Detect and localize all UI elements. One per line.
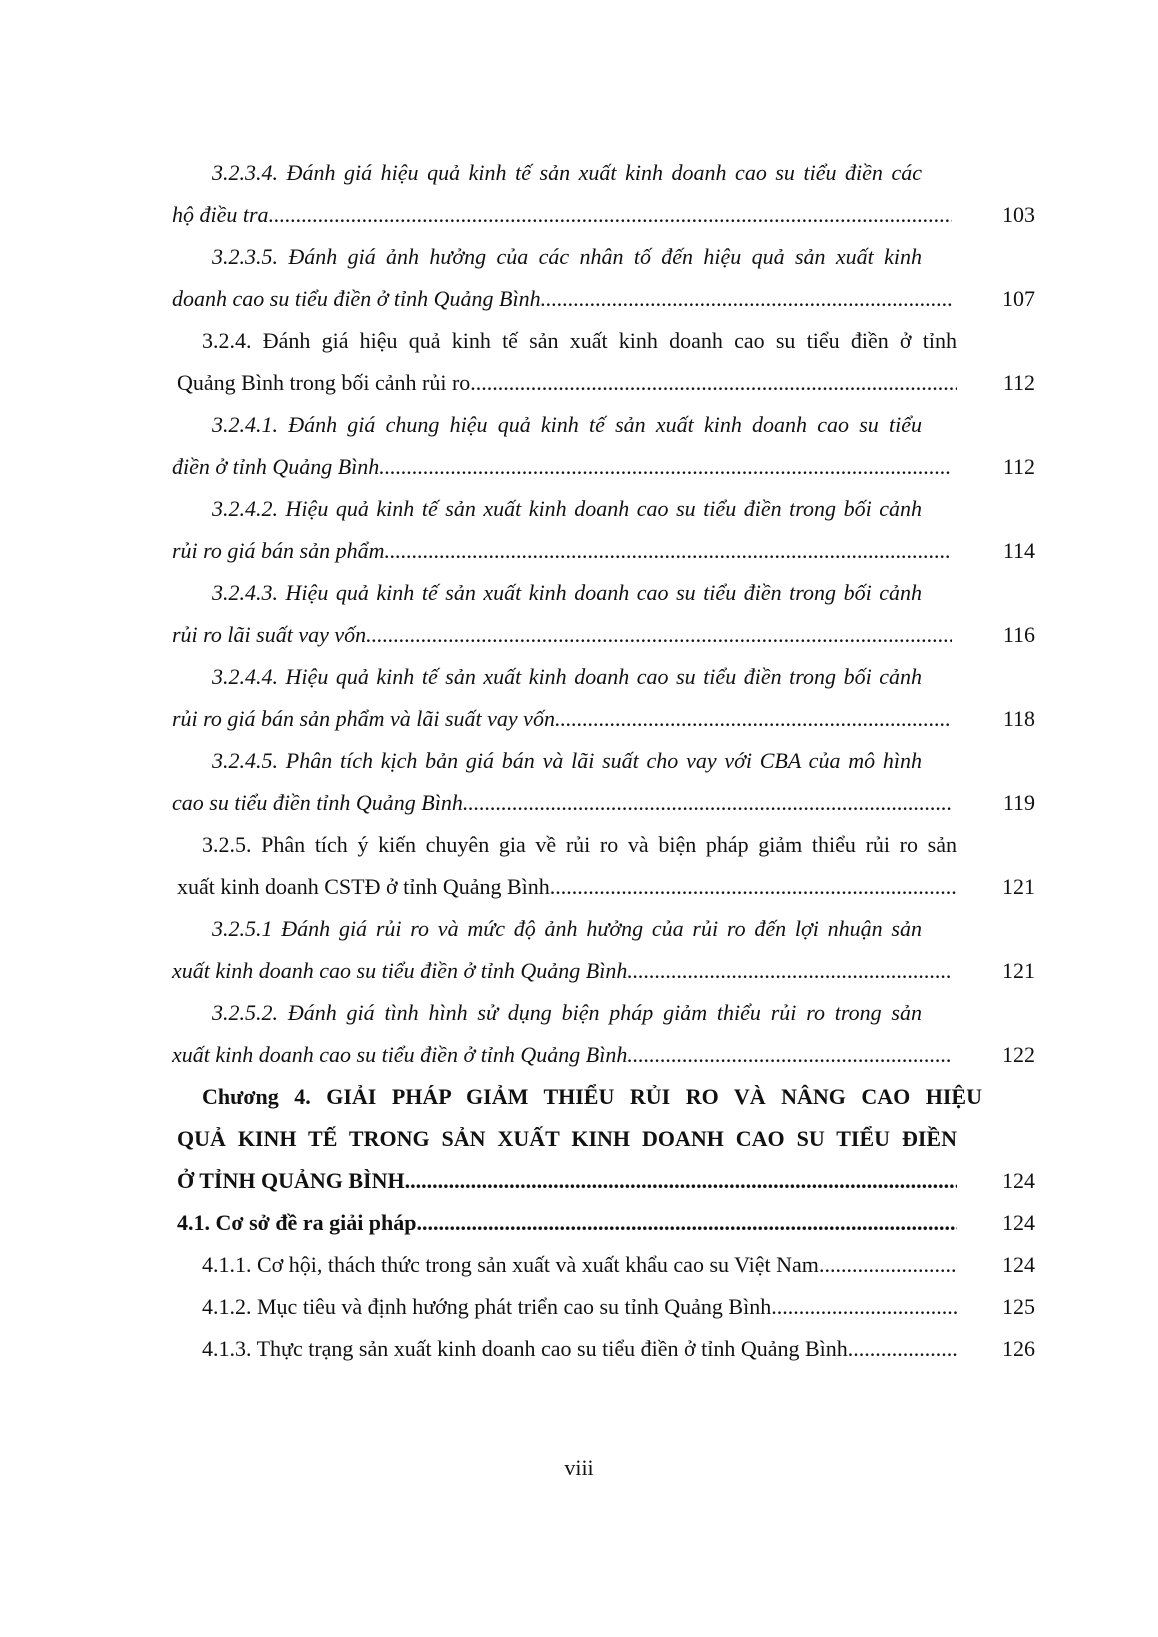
toc-entry-title: 3.2.5.2. Đánh giá tình hình sử dụng biện pháp giảm thiểu rủi ro trong sản — [212, 1000, 922, 1025]
toc-page-number: 112 — [1002, 370, 1035, 395]
toc-entry-title: 3.2.5. Phân tích ý kiến chuyên gia về rủi ro và biện pháp giảm thiểu rủi ro sản — [202, 832, 957, 857]
toc-page-number: 122 — [1002, 1042, 1035, 1067]
toc-entry-title: 3.2.5.1 Đánh giá rủi ro và mức độ ảnh hưởng của rủi ro đến lợi nhuận sản — [212, 916, 922, 941]
section-title: 4.1. Cơ sở đề ra giải pháp — [177, 1210, 417, 1235]
leader-dots — [269, 194, 952, 236]
toc-entry-title-cont: xuất kinh doanh CSTĐ ở tỉnh Quảng Bình — [177, 874, 550, 899]
leader-dots — [405, 1160, 957, 1202]
toc-entry[interactable] — [172, 488, 1158, 572]
toc-entry[interactable] — [202, 1244, 1158, 1286]
toc-entry-title-cont: Quảng Bình trong bối cảnh rủi ro — [177, 370, 471, 395]
toc-entry-title-cont: xuất kinh doanh cao su tiểu điền ở tỉnh Quảng Bình — [172, 1042, 628, 1067]
toc-entry-title: 4.1.3. Thực trạng sản xuất kinh doanh cao su tiểu điền ở tỉnh Quảng Bình — [202, 1336, 848, 1361]
toc-entry-title: 3.2.4.3. Hiệu quả kinh tế sản xuất kinh doanh cao su tiểu điền trong bối cảnh — [212, 580, 922, 605]
toc-entry-title: 3.2.3.4. Đánh giá hiệu quả kinh tế sản xuất kinh doanh cao su tiểu điền các — [212, 160, 922, 185]
leader-dots — [470, 362, 957, 404]
toc-page-number: 121 — [1002, 958, 1035, 983]
chapter-title-cont: QUẢ KINH TẾ TRONG SẢN XUẤT KINH DOANH CAO SU TIỂU ĐIỀN — [177, 1126, 957, 1151]
toc-entry[interactable] — [172, 656, 1158, 740]
toc-section-entry[interactable] — [177, 1202, 1158, 1244]
toc-page-number: 119 — [1002, 790, 1035, 815]
page-footer-number: viii — [564, 1455, 594, 1480]
leader-dots — [541, 278, 952, 320]
toc-page-number: 124 — [1002, 1210, 1035, 1235]
toc-page-number: 107 — [1002, 286, 1035, 311]
toc-entry[interactable] — [202, 1328, 1158, 1370]
toc-entry-title-cont: doanh cao su tiểu điền ở tỉnh Quảng Bình — [172, 286, 541, 311]
toc-entry[interactable] — [172, 992, 1158, 1076]
toc-entry-title: 3.2.3.5. Đánh giá ảnh hưởng của các nhân tố đến hiệu quả sản xuất kinh — [212, 244, 922, 269]
toc-page-number: 118 — [1002, 706, 1035, 731]
toc-page-number: 124 — [1002, 1168, 1035, 1193]
toc-page-number: 124 — [1002, 1252, 1035, 1277]
toc-entry[interactable] — [172, 572, 1158, 656]
toc-entry-title-cont: điền ở tỉnh Quảng Bình — [172, 454, 380, 479]
table-of-contents — [0, 152, 1158, 1370]
toc-entry-title-cont: rủi ro lãi suất vay vốn — [172, 622, 367, 647]
toc-entry[interactable] — [172, 908, 1158, 992]
toc-entry-title-cont: rủi ro giá bán sản phẩm — [172, 538, 385, 563]
toc-page-number: 112 — [1002, 454, 1035, 479]
leader-dots — [555, 698, 952, 740]
leader-dots — [463, 782, 952, 824]
toc-page-number: 121 — [1002, 874, 1035, 899]
toc-entry[interactable] — [202, 1286, 1158, 1328]
chapter-title-end: Ở TỈNH QUẢNG BÌNH — [177, 1168, 405, 1193]
toc-page-number: 103 — [1002, 202, 1035, 227]
toc-page-number: 126 — [1002, 1336, 1035, 1361]
leader-dots — [417, 1202, 957, 1244]
leader-dots — [627, 950, 952, 992]
toc-entry-title-cont: xuất kinh doanh cao su tiểu điền ở tỉnh Quảng Bình — [172, 958, 628, 983]
toc-entry-title: 3.2.4. Đánh giá hiệu quả kinh tế sản xuất kinh doanh cao su tiểu điền ở tỉnh — [202, 328, 957, 353]
toc-entry-title-cont: rủi ro giá bán sản phẩm và lãi suất vay vốn — [172, 706, 555, 731]
toc-entry[interactable] — [172, 404, 1158, 488]
toc-entry[interactable] — [172, 152, 1158, 236]
leader-dots — [379, 446, 952, 488]
leader-dots — [550, 866, 957, 908]
toc-page-number: 114 — [1002, 538, 1035, 563]
leader-dots — [819, 1244, 957, 1286]
toc-chapter-entry[interactable] — [177, 1076, 1158, 1202]
toc-entry-title: 3.2.4.2. Hiệu quả kinh tế sản xuất kinh doanh cao su tiểu điền trong bối cảnh — [212, 496, 922, 521]
toc-entry-title: 4.1.2. Mục tiêu và định hướng phát triển cao su tỉnh Quảng Bình — [202, 1294, 772, 1319]
toc-entry[interactable] — [172, 740, 1158, 824]
toc-entry-title-cont: hộ điều tra — [172, 202, 269, 227]
toc-entry-title: 4.1.1. Cơ hội, thách thức trong sản xuất và xuất khẩu cao su Việt Nam — [202, 1252, 819, 1277]
leader-dots — [848, 1328, 957, 1370]
leader-dots — [627, 1034, 952, 1076]
toc-page-number: 116 — [1002, 622, 1035, 647]
toc-entry-title: 3.2.4.5. Phân tích kịch bản giá bán và lãi suất cho vay với CBA của mô hình — [212, 748, 922, 773]
toc-entry-title-cont: cao su tiểu điền tỉnh Quảng Bình — [172, 790, 463, 815]
leader-dots — [384, 530, 952, 572]
toc-page-number: 125 — [1002, 1294, 1035, 1319]
chapter-title: Chương 4. GIẢI PHÁP GIẢM THIỂU RỦI RO VÀ NÂNG CAO HIỆU — [202, 1084, 982, 1109]
toc-entry[interactable] — [177, 320, 1158, 404]
leader-dots — [366, 614, 952, 656]
leader-dots — [771, 1286, 957, 1328]
toc-entry[interactable] — [177, 824, 1158, 908]
toc-entry-title: 3.2.4.4. Hiệu quả kinh tế sản xuất kinh doanh cao su tiểu điền trong bối cảnh — [212, 664, 922, 689]
toc-entry-title: 3.2.4.1. Đánh giá chung hiệu quả kinh tế sản xuất kinh doanh cao su tiểu — [212, 412, 922, 437]
toc-entry[interactable] — [172, 236, 1158, 320]
